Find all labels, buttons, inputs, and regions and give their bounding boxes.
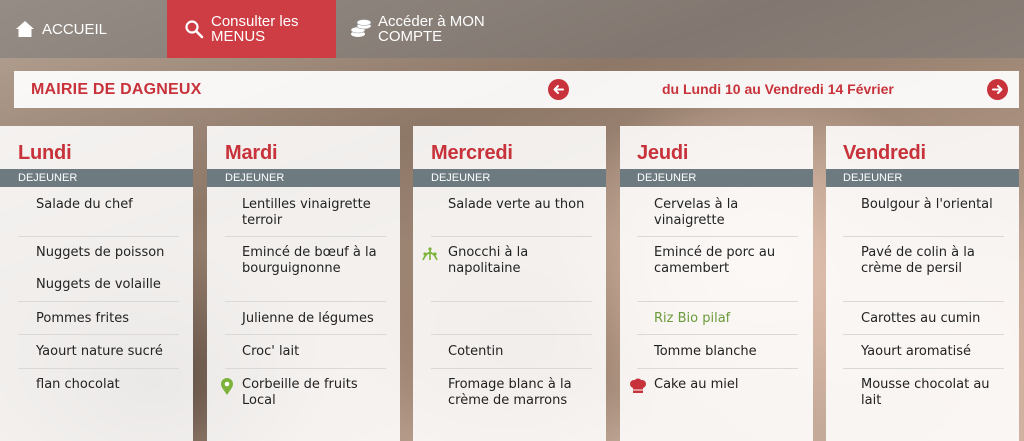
- week-range: du Lundi 10 au Vendredi 14 Février: [662, 81, 894, 97]
- dish-item: Corbeille de fruits Local: [242, 377, 358, 408]
- dish-separator: [431, 368, 592, 369]
- dish-item: Mousse chocolat au lait: [861, 377, 990, 408]
- day-column-mercredi: [413, 126, 606, 441]
- dish-separator: [431, 236, 592, 237]
- home-icon: [14, 18, 36, 40]
- dish-separator: [843, 301, 1004, 302]
- meal-label: DEJEUNER: [413, 169, 606, 187]
- dish-item: Pommes frites: [36, 311, 129, 326]
- dish-separator: [637, 236, 798, 237]
- dish-separator: [18, 236, 179, 237]
- site-name: MAIRIE DE DAGNEUX: [31, 80, 202, 98]
- day-column-jeudi: [620, 126, 813, 441]
- dish-separator: [637, 368, 798, 369]
- arrow-right-icon: [991, 83, 1004, 96]
- search-icon: [183, 18, 205, 40]
- dish-item: Pavé de colin à la crème de persil: [861, 245, 975, 276]
- leaf-icon: [421, 246, 437, 262]
- dish-item: Salade du chef: [36, 197, 133, 212]
- dish-separator: [843, 334, 1004, 335]
- dish-separator: [18, 301, 179, 302]
- previous-week-button[interactable]: [548, 79, 569, 100]
- meal-label: DEJEUNER: [826, 169, 1019, 187]
- dish-separator: [431, 301, 592, 302]
- day-title: Vendredi: [843, 142, 926, 164]
- next-week-button[interactable]: [987, 79, 1008, 100]
- nav-account-label: Accéder à MON COMPTE: [378, 13, 485, 45]
- dish-separator: [431, 334, 592, 335]
- menu-header-bar: [14, 71, 1019, 108]
- dish-item: Fromage blanc à la crème de marrons: [448, 377, 572, 408]
- day-title: Mercredi: [431, 142, 513, 164]
- meal-label: DEJEUNER: [207, 169, 400, 187]
- dish-item: Salade verte au thon: [448, 197, 585, 212]
- dish-separator: [843, 236, 1004, 237]
- dish-separator: [18, 368, 179, 369]
- dish-separator: [225, 301, 386, 302]
- dish-item: Emincé de bœuf à la bourguignonne: [242, 245, 377, 276]
- dish-item-bio: Riz Bio pilaf: [654, 311, 731, 326]
- dish-item: Yaourt nature sucré: [36, 344, 163, 359]
- location-pin-icon: [220, 378, 236, 394]
- dish-item: Cake au miel: [654, 377, 739, 392]
- dish-separator: [843, 368, 1004, 369]
- dish-separator: [225, 236, 386, 237]
- top-navigation: [0, 0, 1024, 58]
- dish-item: Gnocchi à la napolitaine: [448, 245, 529, 276]
- meal-label: DEJEUNER: [0, 169, 193, 187]
- coins-icon: [350, 18, 372, 40]
- nav-menus-link[interactable]: [167, 0, 336, 58]
- dish-item: Julienne de légumes: [242, 311, 374, 326]
- dish-separator: [225, 334, 386, 335]
- nav-home-label: ACCUEIL: [42, 20, 108, 38]
- dish-separator: [637, 334, 798, 335]
- dish-item: Yaourt aromatisé: [861, 344, 971, 359]
- day-title: Lundi: [18, 142, 72, 164]
- dish-item: Cotentin: [448, 344, 504, 359]
- dish-separator: [637, 301, 798, 302]
- dish-item: Nuggets de poisson: [36, 245, 165, 260]
- dish-item: flan chocolat: [36, 377, 120, 392]
- arrow-left-icon: [552, 83, 565, 96]
- day-column-mardi: [207, 126, 400, 441]
- dish-item: Carottes au cumin: [861, 311, 981, 326]
- dish-separator: [225, 368, 386, 369]
- dish-separator: [18, 334, 179, 335]
- day-column-vendredi: [826, 126, 1019, 441]
- dish-item: Tomme blanche: [654, 344, 757, 359]
- dish-item: Nuggets de volaille: [36, 277, 161, 292]
- day-title: Jeudi: [637, 142, 689, 164]
- meal-label: DEJEUNER: [620, 169, 813, 187]
- chef-hat-icon: [628, 378, 644, 394]
- day-title: Mardi: [225, 142, 278, 164]
- dish-item: Emincé de porc au camembert: [654, 245, 776, 276]
- dish-item: Cervelas à la vinaigrette: [654, 197, 739, 228]
- nav-home-link[interactable]: [0, 0, 167, 58]
- day-column-lundi: [0, 126, 193, 441]
- dish-item: Boulgour à l'oriental: [861, 197, 993, 212]
- nav-menus-label: Consulter les MENUS: [211, 13, 299, 45]
- nav-account-link[interactable]: [336, 0, 516, 58]
- dish-item: Croc' lait: [242, 344, 300, 359]
- dish-item: Lentilles vinaigrette terroir: [242, 197, 371, 228]
